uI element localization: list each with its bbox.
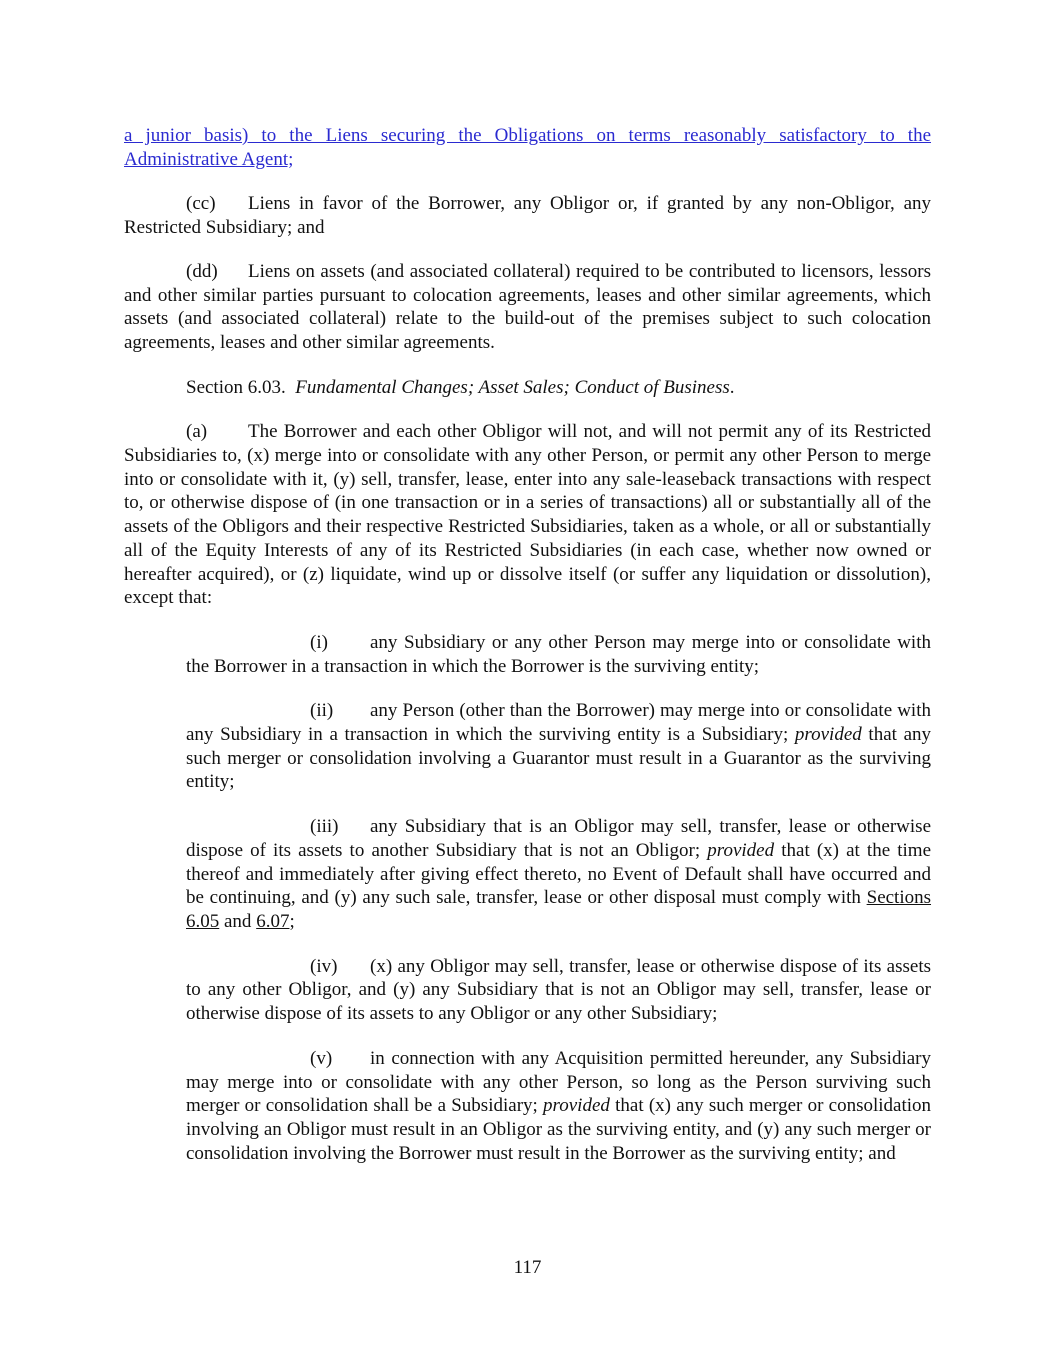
subclause-label: (v) [310,1047,333,1069]
subclause-v: (v) in connection with any Acquisition permitted hereunder, any Subsidiary may merge into or consolidate with any other Person, so long as the Person surviving such merger or consolidation shall be a Subsidiary; provided that (x) any such merger or consolidation involving an Obligor must result in an Obligor as the surviving entity, and (y) any such merger or consolidation involving the Borrower must result in the Borrower as the surviving entity; and [186,1047,932,1164]
clause-text: Liens in favor of the Borrower, any Obligor or, if granted by any non-Obligor, any Restricted Subsidiary; and [124,193,931,239]
clause-a [124,420,931,610]
section-heading: Section 6.03. Fundamental Changes; Asset Sales; Conduct of Business. [186,376,735,398]
clause-text: Liens on assets (and associated collateral) required to be contributed to licensors, lessors and other similar parties pursuant to colocation agreements, leases and other similar agreements, which assets (and associated collateral) relate to the build-out of the premises subject to such colocation agreements, leases and other similar agreements. [124,260,931,353]
clause-cc [124,192,931,239]
subclause-ii: (ii) any Person (other than the Borrower) may merge into or consolidate with any Subsidiary in a transaction in which the surviving entity is a Subsidiary; provided that any such merger or consolidation involving a Guarantor must result in a Guarantor as the surviving entity; [186,700,931,793]
subclause-i [186,631,931,678]
subclause-label: (iv) [310,955,338,977]
subclause-iii: (iii) any Subsidiary that is an Obligor may sell, transfer, lease or otherwise dispose of its assets to another Subsidiary that is not an Obligor; provided that (x) at the time thereof and immediately after giving effect thereto, no Event of Default shall have occurred and be continuing, and (y) any such sale, transfer, lease or other disposal must comply with Sections 6.05 and 6.07; [186,816,932,932]
clause-label: (a) [186,421,208,443]
document-page [124,124,931,1165]
subclause-label: (iii) [310,816,339,838]
clause-dd [124,260,931,355]
clause-label: (dd) [186,260,218,282]
subclause-label: (ii) [310,700,334,722]
clause-label: (cc) [186,193,216,215]
clause-text: The Borrower and each other Obligor will not, and will not permit any of its Restricted Subsidiaries to, (x) merge into or consolidate with any other Person, or permit any other Person to merge into or consolidate with it, (y) sell, transfer, lease, enter into any sale-leaseback transactions with respect to, or otherwise dispose of (in one transaction or in a series of transactions) all or substantially all of the assets of the Obligors and their respective Restricted Subsidiaries, taken as a whole, or all or substantially all of the Equity Interests of any of its Restricted Subsidiaries (in each case, whether now owned or hereafter acquired), or (z) liquidate, wind up or dissolve itself (or suffer any liquidation or dissolution), except that: [124,421,931,609]
section-reference-link[interactable]: Sections 6.05 [186,887,932,932]
subclause-text: (x) any Obligor may sell, transfer, lease or otherwise dispose of its assets to any other Obligor, and (y) any Subsidiary that is not an Obligor may sell, transfer, lease or otherwise dispose of its assets to any Obligor or any other Subsidiary; [186,955,931,1025]
continuation-paragraph [124,124,931,171]
section-reference-link[interactable]: 6.07 [256,910,290,932]
section-number: Section 6.03. [186,376,286,398]
subclause-text: any Subsidiary or any other Person may merge into or consolidate with the Borrower in a transaction in which the Borrower is the surviving entity; [186,631,931,677]
page-number: 117 [513,1257,542,1278]
subclause-iv [186,955,931,1026]
subclause-label: (i) [310,631,328,653]
section-title: Fundamental Changes; Asset Sales; Conduct of Business [295,376,730,398]
inserted-text: a junior basis) to the Liens securing the Obligations on terms reasonably satisfactory to the Administrative Agent; [124,125,931,170]
subclause-list [186,631,931,1165]
